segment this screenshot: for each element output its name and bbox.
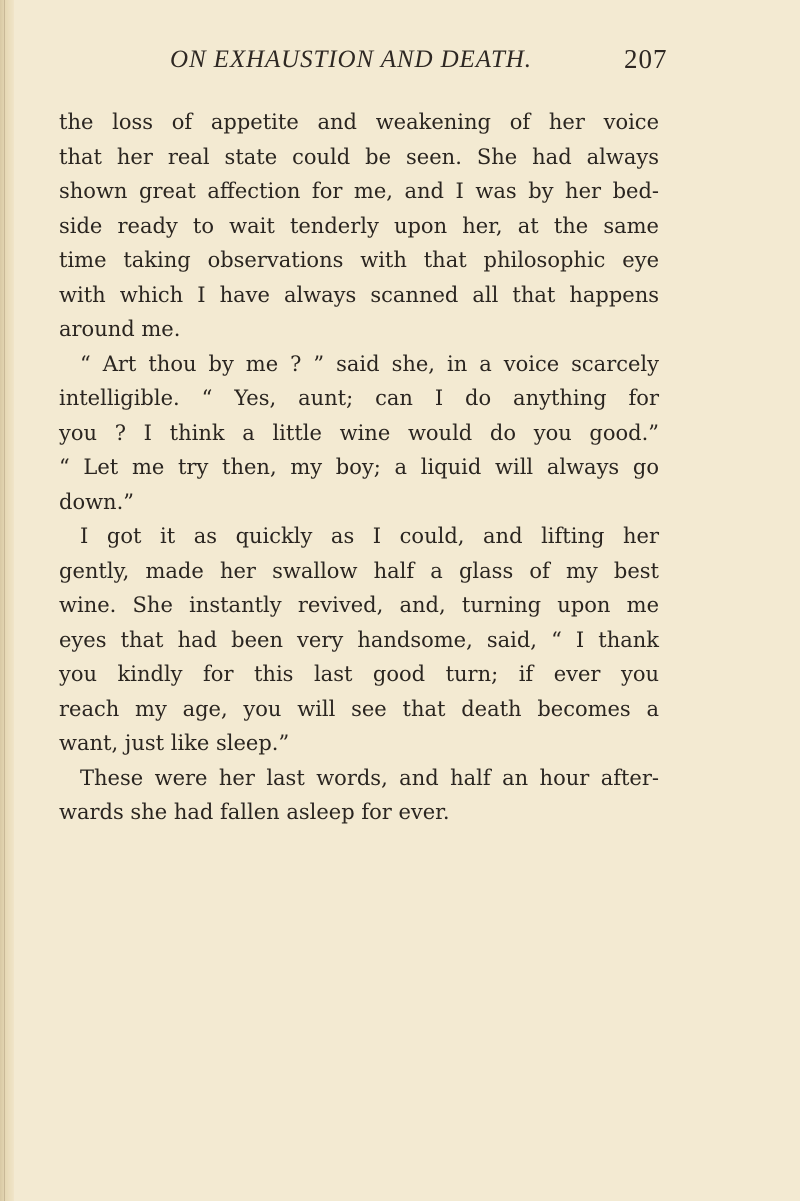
running-title: ON EXHAUSTION AND DEATH. [170, 46, 532, 73]
text-line: These were her last words, and half an hour after- [80, 765, 659, 790]
text-line: want, just like sleep.” [59, 731, 290, 755]
page-number: 207 [624, 44, 668, 74]
text-line: with which I have always scanned all that happens [59, 282, 659, 307]
text-line: reach my age, you will see that death becomes a [59, 696, 659, 721]
page-gutter-edge [0, 0, 14, 1201]
text-line: that her real state could be seen. She had always [59, 144, 659, 169]
text-line: side ready to wait tenderly upon her, at the same [59, 213, 659, 238]
text-line: down.” [59, 489, 134, 514]
text-line: shown great affection for me, and I was by her bed- [59, 179, 659, 203]
text-line: “ Let me try then, my boy; a liquid will always go [59, 455, 659, 479]
text-line: time taking observations with that philosophic eye [59, 248, 659, 272]
text-line: “ Art thou by me ? ” said she, in a voice scarcely [80, 351, 659, 376]
text-line: around me. [59, 317, 181, 341]
body-text [59, 105, 659, 830]
text-line: you ? I think a little wine would do you good.” [59, 420, 659, 445]
running-head [0, 44, 800, 84]
text-line: gently, made her swallow half a glass of my best [59, 558, 659, 583]
text-line: I got it as quickly as I could, and lifting her [80, 524, 659, 548]
text-line: intelligible. “ Yes, aunt; can I do anything for [59, 386, 659, 410]
text-line: the loss of appetite and weakening of her voice [59, 110, 659, 134]
text-line: you kindly for this last good turn; if ever you [59, 662, 659, 686]
text-line: wards she had fallen asleep for ever. [59, 800, 450, 824]
text-line: wine. She instantly revived, and, turning upon me [59, 593, 659, 617]
text-line: eyes that had been very handsome, said, “ I thank [59, 627, 659, 652]
